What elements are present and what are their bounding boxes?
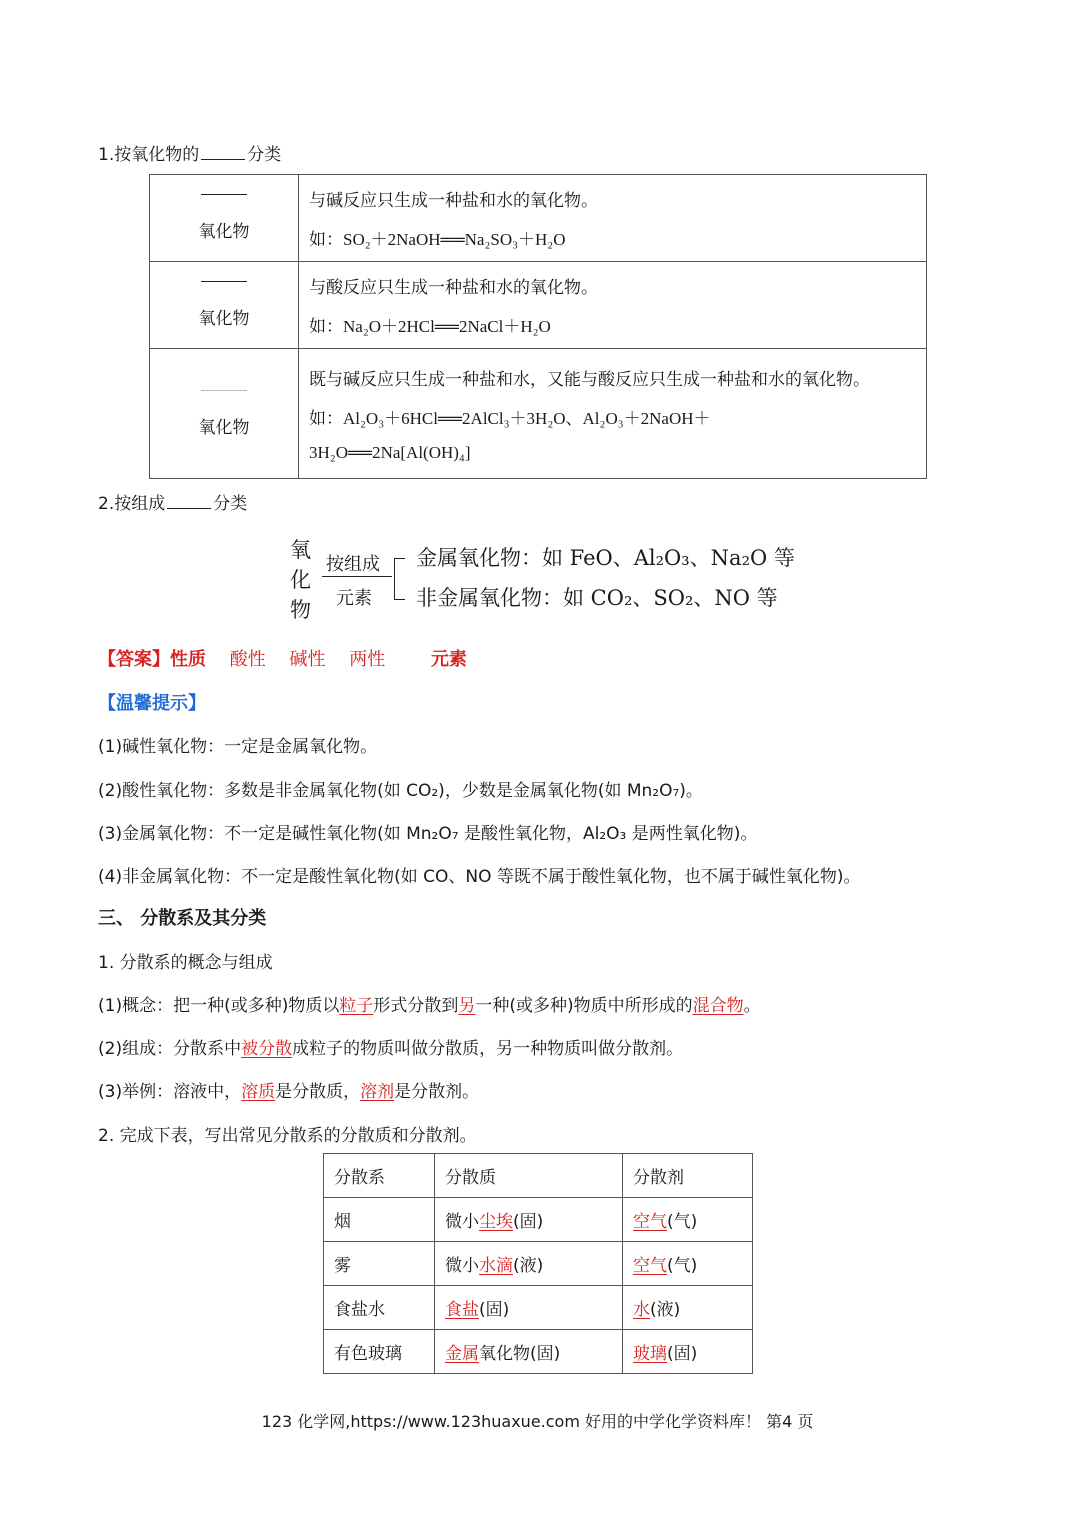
- table-row: 烟 微小尘埃(固) 空气(气): [324, 1198, 753, 1242]
- composition-line: (2)组成：分散系中被分散成粒子的物质叫做分散质，另一种物质叫做分散剂。: [98, 1039, 684, 1059]
- table-row: 雾 微小水滴(液) 空气(气): [324, 1242, 753, 1286]
- tip-item: (2)酸性氧化物：多数是非金属氧化物(如 CO₂)，少数是金属氧化物(如 Mn₂O₇)。: [98, 781, 703, 801]
- table-row: 氧化物 既与碱反应只生成一种盐和水，又能与酸反应只生成一种盐和水的氧化物。 如：Al₂O₃＋6HCl══2AlCl₃＋3H₂O、Al₂O₃＋2NaOH＋ 3H₂O══2Na[Al(OH)₄]: [150, 349, 927, 479]
- subheading: 2. 完成下表，写出常见分散系的分散质和分散剂。: [98, 1126, 477, 1146]
- section-heading: 三、 分散系及其分类: [98, 908, 267, 929]
- oxide-property-table: [149, 174, 927, 479]
- fill-blank: [201, 194, 247, 195]
- fill-blank: [201, 145, 245, 160]
- tips-title: 【温馨提示】: [98, 693, 206, 714]
- tip-item: (1)碱性氧化物：一定是金属氧化物。: [98, 737, 378, 757]
- table-row: 氧化物 与酸反应只生成一种盐和水的氧化物。 如：Na₂O＋2HCl══2NaCl＋H₂O: [150, 262, 927, 349]
- arrow-line: [322, 576, 392, 577]
- bracket: [394, 558, 405, 600]
- fill-blank: [167, 494, 211, 509]
- table-header-row: 分散系 分散质 分散剂: [324, 1154, 753, 1198]
- subheading: 1. 分散系的概念与组成: [98, 953, 273, 973]
- sec1-heading: 1.按氧化物的 分类: [98, 145, 282, 165]
- table-row: 有色玻璃 金属氧化物(固) 玻璃(固): [324, 1330, 753, 1374]
- example-line: (3)举例：溶液中，溶质是分散质，溶剂是分散剂。: [98, 1082, 480, 1102]
- sec2-heading: 2.按组成 分类: [98, 494, 248, 514]
- page-footer: 123 化学网,https://www.123huaxue.com 好用的中学化学资料库！ 第4 页: [261, 1412, 814, 1431]
- concept-line: (1)概念：把一种(或多种)物质以粒子形式分散到另一种(或多种)物质中所形成的混合物。: [98, 996, 761, 1016]
- tip-item: (3)金属氧化物：不一定是碱性氧化物(如 Mn₂O₇ 是酸性氧化物，Al₂O₃ 是两性氧化物)。: [98, 824, 758, 844]
- answer-line: 【答案】性质 酸性 碱性 两性 元素: [98, 649, 467, 670]
- composition-diagram: 氧 化 物 按组成 元素 金属氧化物：如 FeO、Al₂O₃、Na₂O 等 非金属氧化物：如 CO₂、SO₂、NO 等: [290, 538, 795, 622]
- fill-blank: [201, 390, 247, 391]
- table-row: 食盐水 食盐(固) 水(液): [324, 1286, 753, 1330]
- dispersion-table: [323, 1153, 753, 1374]
- tip-item: (4)非金属氧化物：不一定是酸性氧化物(如 CO、NO 等既不属于酸性氧化物，也不属于碱性氧化物)。: [98, 867, 861, 887]
- table-row: 氧化物 与碱反应只生成一种盐和水的氧化物。 如：SO₂＋2NaOH══Na₂SO₃＋H₂O: [150, 175, 927, 262]
- fill-blank: [201, 281, 247, 282]
